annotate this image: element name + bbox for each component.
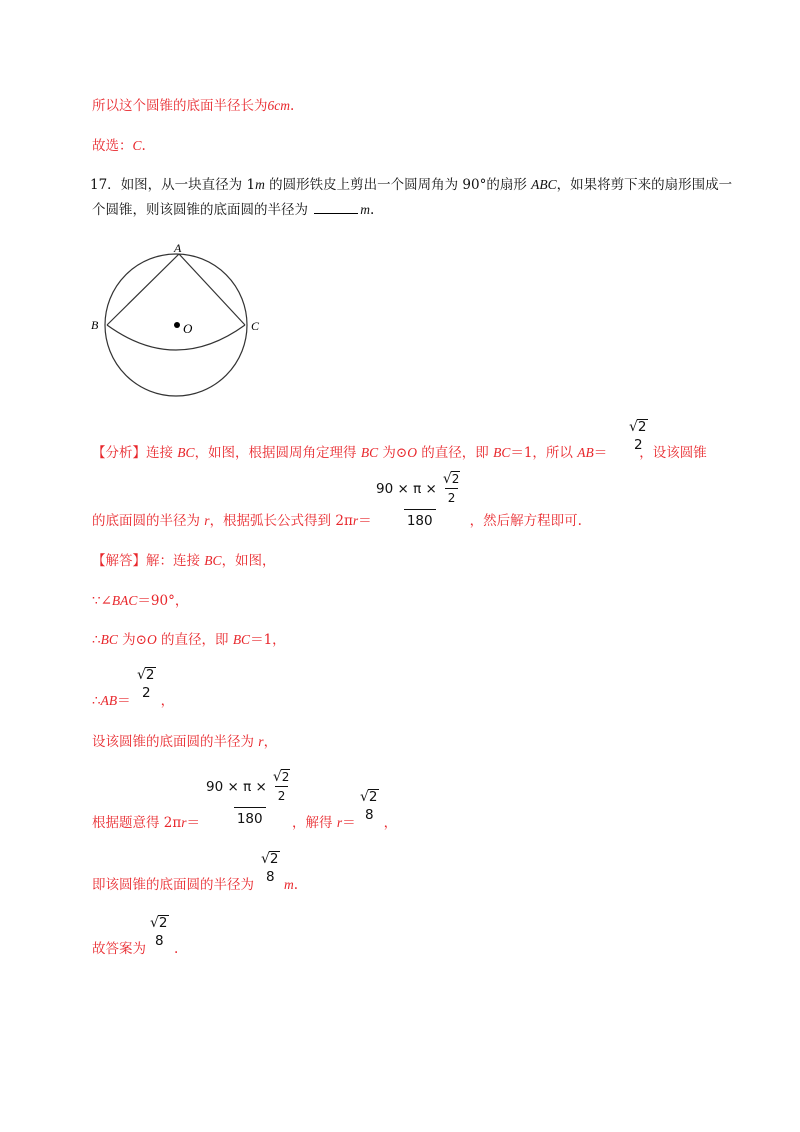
- denominator: 8: [154, 933, 164, 949]
- times-sign: ×: [227, 778, 239, 795]
- text: ∵∠: [92, 593, 112, 609]
- text: 根据题意得 2π: [92, 815, 182, 831]
- text: ，如图，: [221, 553, 276, 569]
- geometry-figure: [88, 240, 268, 400]
- denominator: 2: [275, 786, 289, 805]
- pi-symbol: π: [413, 480, 422, 497]
- text: 的直径，即: [156, 632, 233, 648]
- inner-fraction: √ 2 2: [272, 769, 290, 803]
- sector-arc: [107, 325, 245, 350]
- math-text: AB: [577, 445, 594, 460]
- math-text: C: [132, 138, 142, 153]
- solution-tag: 【解答】: [92, 553, 146, 569]
- text: 的直径，即: [416, 445, 494, 461]
- denominator-180: 180: [234, 807, 266, 828]
- solution-line-4: [92, 692, 174, 710]
- math-text: BC: [232, 632, 251, 647]
- math-text: BC: [360, 445, 379, 460]
- math-text: O: [407, 445, 417, 460]
- numer-90: 90: [376, 480, 394, 497]
- solution-line-5: [92, 733, 277, 751]
- denominator: 8: [364, 807, 374, 823]
- text: ，: [263, 734, 278, 750]
- math-text: BC: [204, 553, 222, 568]
- text: 为⊙: [117, 632, 147, 648]
- text: ＝90°，: [137, 593, 189, 609]
- text: ，如图，根据圆周角定理得: [194, 445, 361, 461]
- times-sign: ×: [397, 480, 409, 497]
- math-text: m: [360, 202, 371, 217]
- math-text: r: [181, 815, 187, 830]
- choice-line: [92, 137, 146, 155]
- text: ，: [383, 815, 398, 831]
- fraction-sqrt2-over-2: √ 2 2: [137, 667, 155, 701]
- math-text: BC: [493, 445, 511, 460]
- times-sign: ×: [255, 778, 267, 795]
- solution-line-2: [92, 592, 188, 610]
- times-sign: ×: [425, 480, 437, 497]
- math-text: r: [336, 815, 343, 830]
- denominator: 2: [445, 488, 459, 507]
- chord-ab: [107, 254, 179, 325]
- label-a: A: [174, 241, 182, 255]
- answer-blank[interactable]: [314, 201, 358, 214]
- text: 解：连接: [146, 553, 205, 569]
- math-text: r: [204, 513, 210, 528]
- label-b: B: [91, 318, 99, 332]
- center-point: [174, 322, 180, 328]
- pi-symbol: π: [243, 778, 252, 795]
- text: .: [290, 98, 295, 114]
- denominator: 8: [265, 869, 275, 885]
- solution-line-7: [92, 876, 298, 894]
- text: ＝: [593, 445, 608, 461]
- chord-ac: [179, 254, 245, 325]
- problem-number: 17．: [90, 177, 121, 193]
- math-text: 6cm: [267, 98, 290, 113]
- math-text: BC: [177, 445, 195, 460]
- text: 故选：: [92, 138, 133, 154]
- numer-90: 90: [206, 778, 224, 795]
- text: 所以这个圆锥的底面半径长为: [92, 98, 268, 114]
- text: ＝: [342, 815, 356, 831]
- problem-line-2: [92, 201, 374, 219]
- text: 的底面圆的半径为: [92, 513, 205, 529]
- label-o: O: [183, 321, 193, 336]
- text: ＝: [186, 815, 201, 831]
- fraction-sqrt2-over-8: √ 2 8: [360, 789, 378, 823]
- math-text: r: [258, 734, 264, 749]
- text: 个圆锥，则该圆锥的底面圆的半径为: [92, 202, 313, 218]
- text: ，如果将剪下来的扇形围成一: [556, 177, 733, 193]
- text: .: [141, 138, 146, 154]
- denominator: 2: [141, 685, 151, 701]
- text: ，根据弧长公式得到 2π: [209, 513, 353, 529]
- fraction-sqrt2-over-8: √ 2 8: [150, 915, 168, 949]
- math-text: O: [146, 632, 157, 647]
- text: .: [293, 877, 299, 893]
- math-text: BC: [100, 632, 118, 647]
- radicand: 2: [269, 851, 279, 867]
- text: ，: [160, 693, 175, 709]
- analysis-line-1: [92, 444, 707, 462]
- radicand: 2: [368, 789, 378, 805]
- text: ，设该圆锥: [639, 445, 707, 461]
- text: ＝1，: [250, 632, 286, 648]
- text: 为⊙: [378, 445, 408, 461]
- radicand: 2: [637, 419, 647, 435]
- text: ，解得: [292, 815, 337, 831]
- fraction-sqrt2-over-8: √ 2 8: [261, 851, 279, 885]
- math-text: m: [284, 877, 294, 892]
- solution-line-6: [92, 814, 397, 832]
- math-text: AB: [100, 693, 118, 708]
- text: 连接: [146, 445, 178, 461]
- radicand: 2: [145, 667, 155, 683]
- radicand: 2: [158, 915, 168, 931]
- text: ∴: [92, 632, 101, 648]
- text: .: [370, 202, 375, 218]
- analysis-line-2: [92, 512, 582, 530]
- text: ，然后解方程即可.: [469, 513, 582, 529]
- radicand: 2: [451, 472, 460, 486]
- analysis-tag: 【分析】: [92, 445, 146, 461]
- text: ＝: [117, 693, 131, 709]
- text: 的圆形铁皮上剪出一个圆周角为 90°的扇形: [264, 177, 532, 193]
- answer-line-prev: [92, 97, 294, 115]
- text: ∴: [92, 693, 101, 709]
- text: 如图，从一块直径为 1: [120, 177, 256, 193]
- math-text: r: [352, 513, 359, 528]
- text: ＝1，所以: [510, 445, 578, 461]
- text: 故答案为: [92, 941, 146, 957]
- solution-line-1: [92, 552, 276, 570]
- solution-line-3: [92, 631, 286, 649]
- math-text: m: [255, 177, 265, 192]
- problem-line-1: [90, 176, 732, 194]
- math-text: ABC: [531, 177, 557, 192]
- solution-line-8: [92, 940, 178, 958]
- text: .: [174, 941, 179, 957]
- math-text: BAC: [111, 593, 138, 608]
- label-c: C: [251, 319, 260, 333]
- inner-fraction: √ 2 2: [442, 471, 460, 505]
- denominator-180: 180: [404, 509, 436, 530]
- fraction-sqrt2-over-2: √ 2 2: [629, 419, 647, 453]
- text: 即该圆锥的底面圆的半径为: [92, 877, 254, 893]
- text: ＝: [358, 513, 372, 529]
- denominator: 2: [633, 437, 643, 453]
- radicand: 2: [281, 770, 290, 784]
- text: 设该圆锥的底面圆的半径为: [92, 734, 259, 750]
